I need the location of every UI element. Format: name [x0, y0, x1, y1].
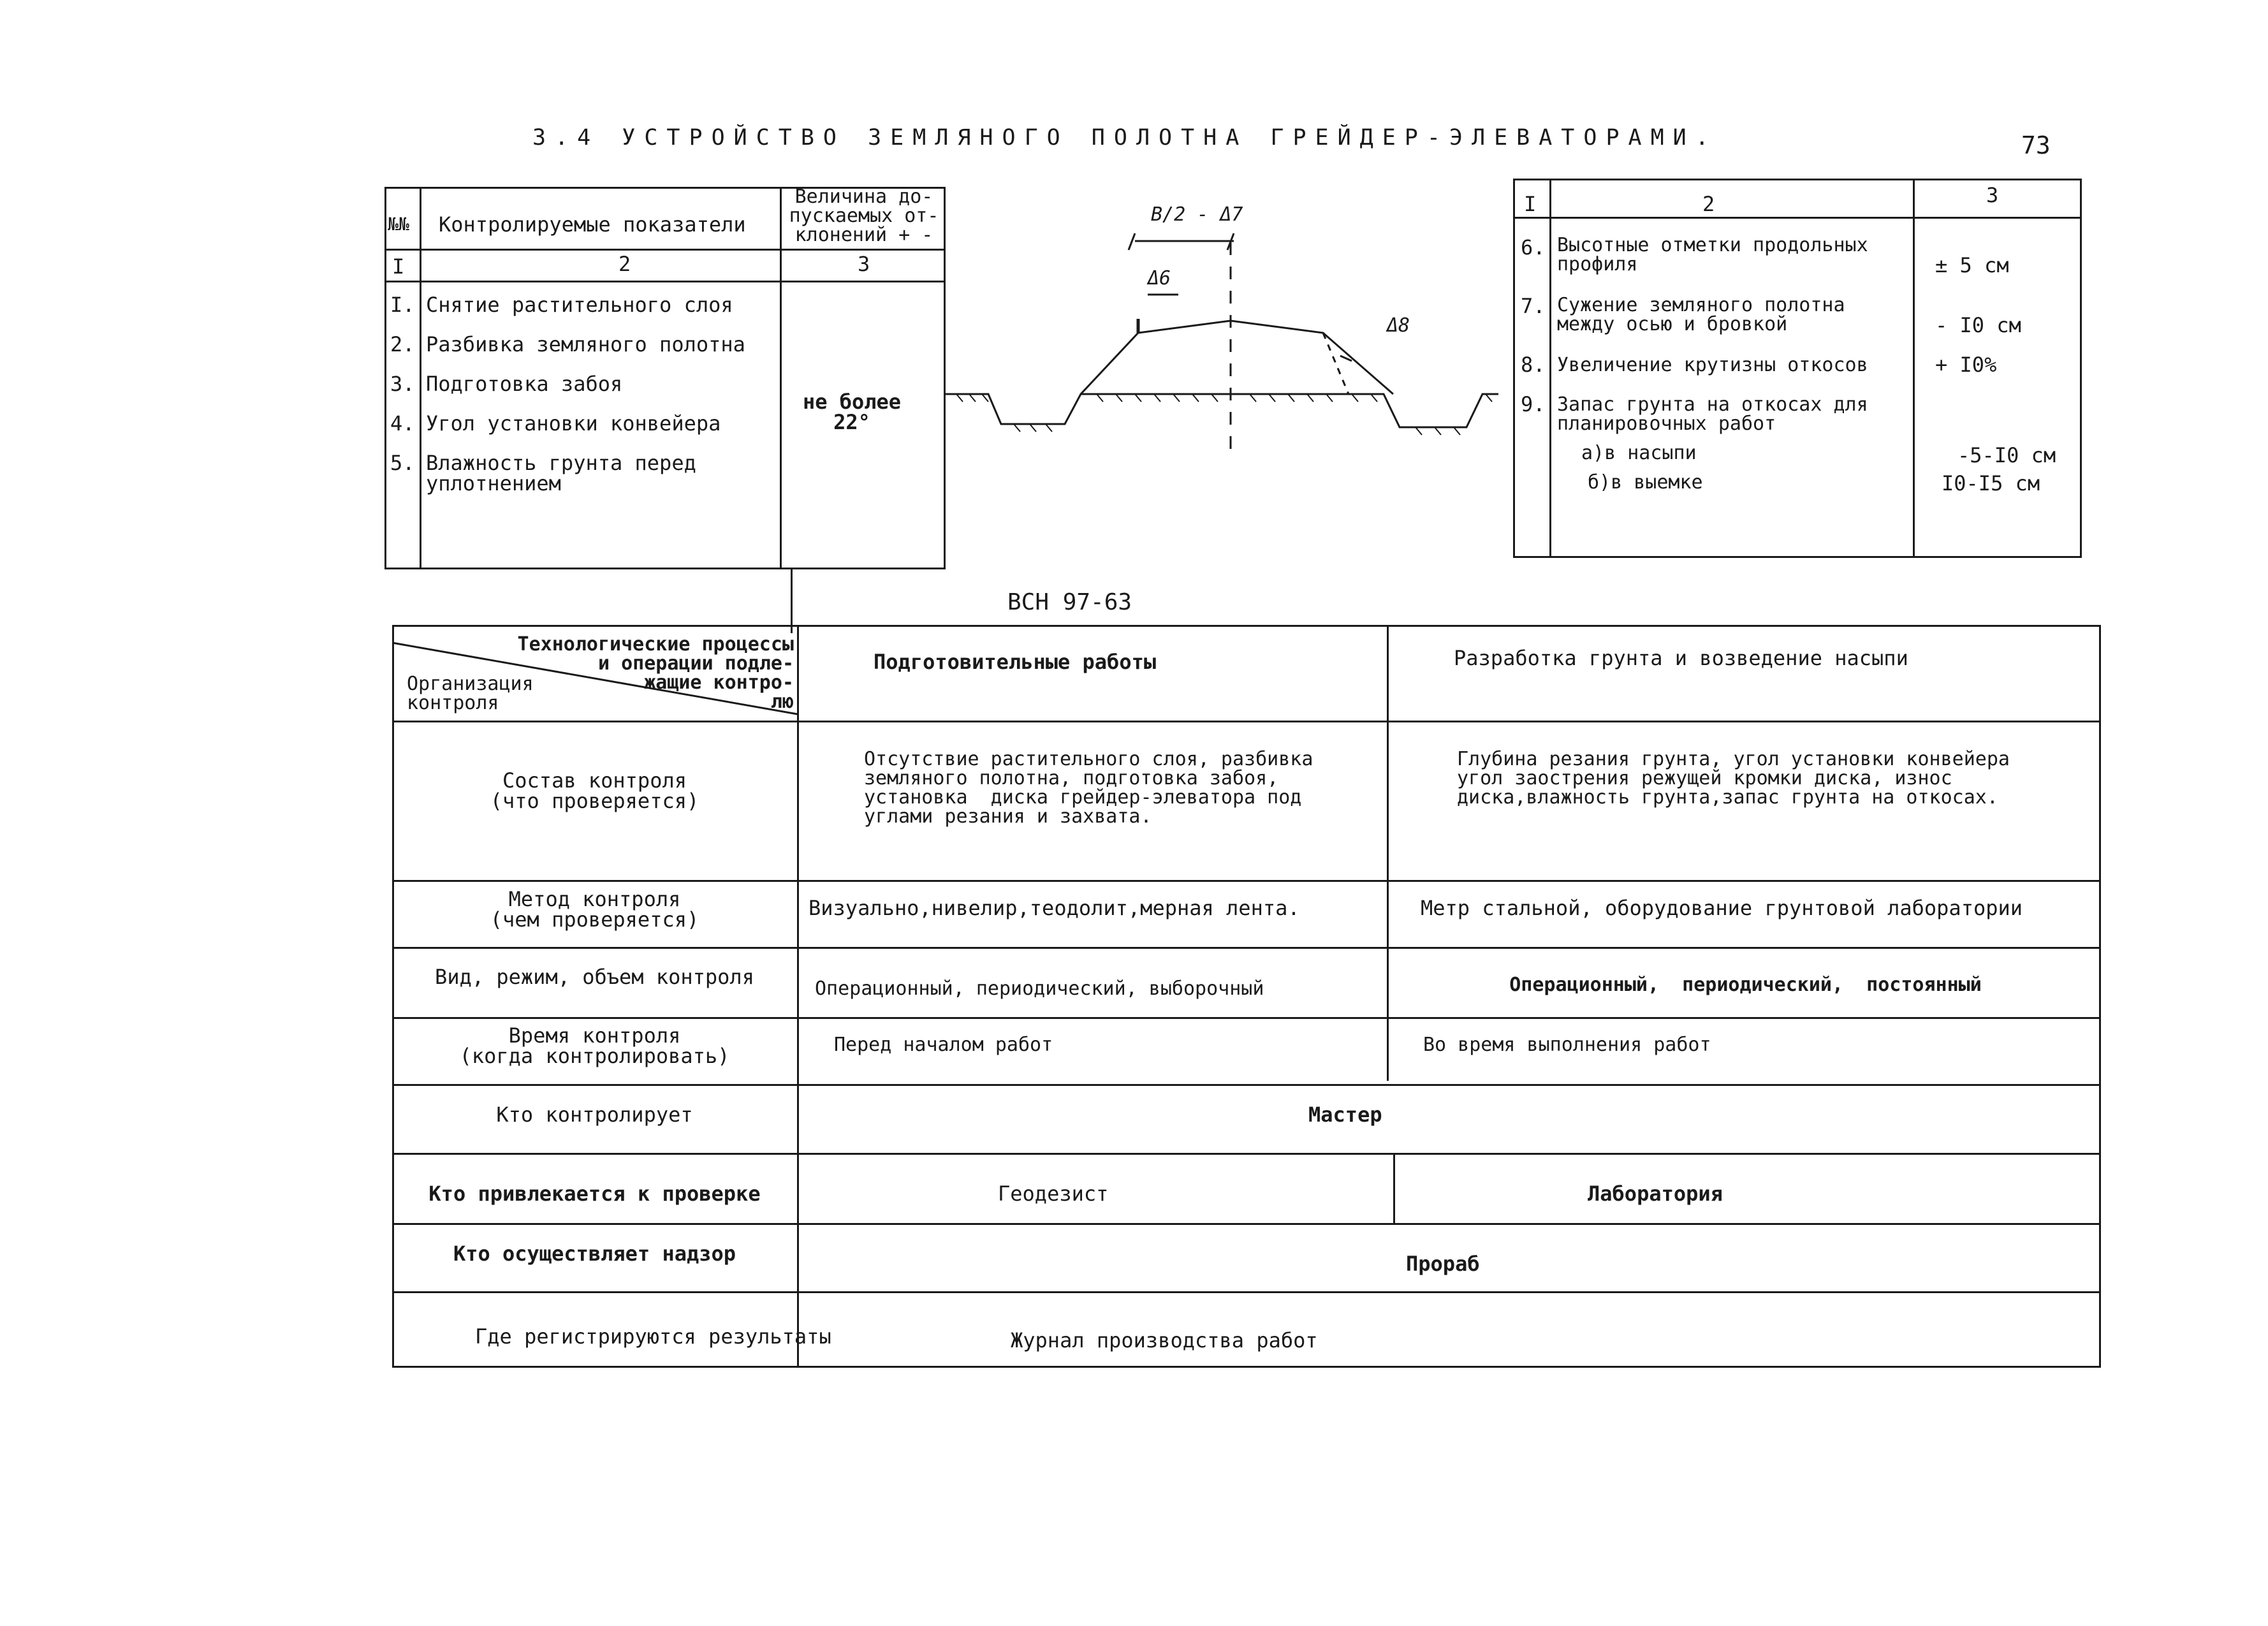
left-col3-header: Величина до- пускаемых от- клонений + - — [789, 186, 939, 246]
main-row-divider — [392, 880, 2101, 882]
right-index-3: 3 — [1986, 183, 1999, 207]
row-prep: Отсутствие растительного слоя, разбивка земляного полотна, подготовка забоя, установка диска грейдер-элеватора под углами резания и захвата. — [864, 748, 1313, 828]
corner-bottom-label: Организация контроля — [407, 673, 534, 714]
row-dev: Метр стальной, оборудование грунтовой лаборатории — [1421, 896, 2023, 920]
row-merged: Журнал производства работ — [1011, 1328, 1318, 1352]
right-row-num: 7. — [1521, 294, 1546, 318]
section-connector — [791, 569, 793, 633]
right-table-divider — [1513, 217, 2082, 219]
left-row-text: Разбивка земляного полотна — [426, 332, 745, 356]
right-index-1: I — [1524, 192, 1537, 216]
left-table-divider — [384, 281, 946, 282]
row-merged: Прораб — [1406, 1252, 1480, 1276]
row-prep: Геодезист — [998, 1182, 1109, 1206]
left-tolerance: не более 22° — [802, 390, 902, 434]
row-merged: Мастер — [1308, 1102, 1382, 1127]
left-table-divider — [384, 249, 946, 251]
row-label: Где регистрируются результаты — [475, 1324, 831, 1349]
left-row-text: Снятие растительного слоя — [426, 293, 733, 317]
right-row-text: а)в насыпи — [1581, 442, 1697, 464]
left-row-num: 4. — [390, 411, 415, 436]
right-index-2: 2 — [1702, 192, 1715, 216]
left-row-num: 2. — [390, 332, 415, 356]
left-table-divider — [780, 187, 782, 569]
row-label: Кто привлекается к проверке — [428, 1182, 761, 1206]
col-header-prep: Подготовительные работы — [874, 650, 1157, 674]
main-row-divider — [392, 1291, 2101, 1293]
main-row-divider — [392, 947, 2101, 949]
row-dev: Лаборатория — [1588, 1182, 1723, 1206]
row-dev: Во время выполнения работ — [1423, 1034, 1711, 1056]
right-table-divider — [1913, 179, 1915, 558]
row-label: Метод контроля (чем проверяется) — [490, 887, 699, 932]
left-row-text: Подготовка забоя — [426, 372, 623, 396]
embankment-profile-diagram — [944, 191, 1518, 472]
right-row-num: 9. — [1521, 392, 1546, 416]
page-number: 73 — [2021, 131, 2051, 159]
row-dev: Операционный, периодический, постоянный — [1509, 974, 1982, 996]
main-row-divider — [392, 1084, 2101, 1086]
main-col-divider — [1387, 625, 1389, 1081]
row-prep: Перед началом работ — [834, 1034, 1053, 1056]
row-label: Кто осуществляет надзор — [453, 1241, 736, 1266]
right-row-value: I0-I5 см — [1942, 471, 2040, 495]
diagram-label-d6: Δ6 — [1148, 267, 1171, 289]
right-row-value: -5-I0 см — [1957, 443, 2056, 467]
corner-top-label: Технологические процессы и операции подле- жащие контро- лю — [517, 633, 794, 713]
diagram-label-d8: Δ8 — [1387, 314, 1410, 337]
left-index-1: I — [392, 254, 405, 279]
right-row-text: б)в выемке — [1588, 471, 1703, 494]
row-label: Вид, режим, объем контроля — [435, 965, 754, 989]
row-label: Время контроля (когда контролировать) — [459, 1023, 730, 1068]
right-row-value: ± 5 см — [1935, 253, 2009, 277]
left-index-2: 2 — [618, 252, 631, 276]
col-header-dev: Разработка грунта и возведение насыпи — [1454, 646, 1908, 670]
row-dev: Глубина резания грунта, угол установки конвейера угол заострения режущей кромки диска, износ диска,влажность грунта,запас грунта на откосах. — [1457, 748, 2010, 809]
left-row-num: 3. — [390, 372, 415, 396]
left-col2-header: Контролируемые показатели — [439, 212, 746, 237]
left-table-divider — [420, 187, 421, 569]
right-row-text: Увеличение крутизны откосов — [1557, 354, 1868, 376]
left-row-num: I. — [390, 293, 415, 317]
right-row-num: 8. — [1521, 353, 1546, 377]
main-row-divider — [392, 1017, 2101, 1019]
page-title: 3.4 УСТРОЙСТВО ЗЕМЛЯНОГО ПОЛОТНА ГРЕЙДЕР-ЭЛЕВАТОРАМИ. — [532, 125, 1718, 150]
main-col-divider — [1393, 1153, 1395, 1223]
main-col-divider — [797, 625, 799, 1368]
left-row-text: Влажность грунта перед уплотнением — [426, 451, 696, 495]
right-row-text: Запас грунта на откосах для планировочных работ — [1557, 393, 1868, 435]
main-row-divider — [392, 1223, 2101, 1225]
row-prep: Визуально,нивелир,теодолит,мерная лента. — [808, 896, 1300, 920]
main-row-divider — [392, 1153, 2101, 1155]
right-table-divider — [1549, 179, 1551, 558]
left-index-3: 3 — [858, 252, 870, 276]
left-col1-header: №№ — [388, 214, 409, 235]
row-label: Кто контролирует — [496, 1102, 693, 1127]
right-row-value: - I0 см — [1935, 313, 2021, 337]
right-row-text: Высотные отметки продольных профиля — [1557, 234, 1868, 275]
row-prep: Операционный, периодический, выборочный — [815, 978, 1264, 1000]
row-label: Состав контроля (что проверяется) — [490, 768, 699, 813]
standard-code: ВСН 97-63 — [1007, 589, 1132, 615]
diagram-label-b2: В/2 - Δ7 — [1151, 203, 1243, 226]
right-row-num: 6. — [1521, 235, 1546, 260]
right-row-text: Сужение земляного полотна между осью и бровкой — [1557, 294, 1845, 335]
left-row-text: Угол установки конвейера — [426, 411, 721, 436]
left-row-num: 5. — [390, 451, 415, 475]
right-row-value: + I0% — [1935, 353, 1997, 377]
